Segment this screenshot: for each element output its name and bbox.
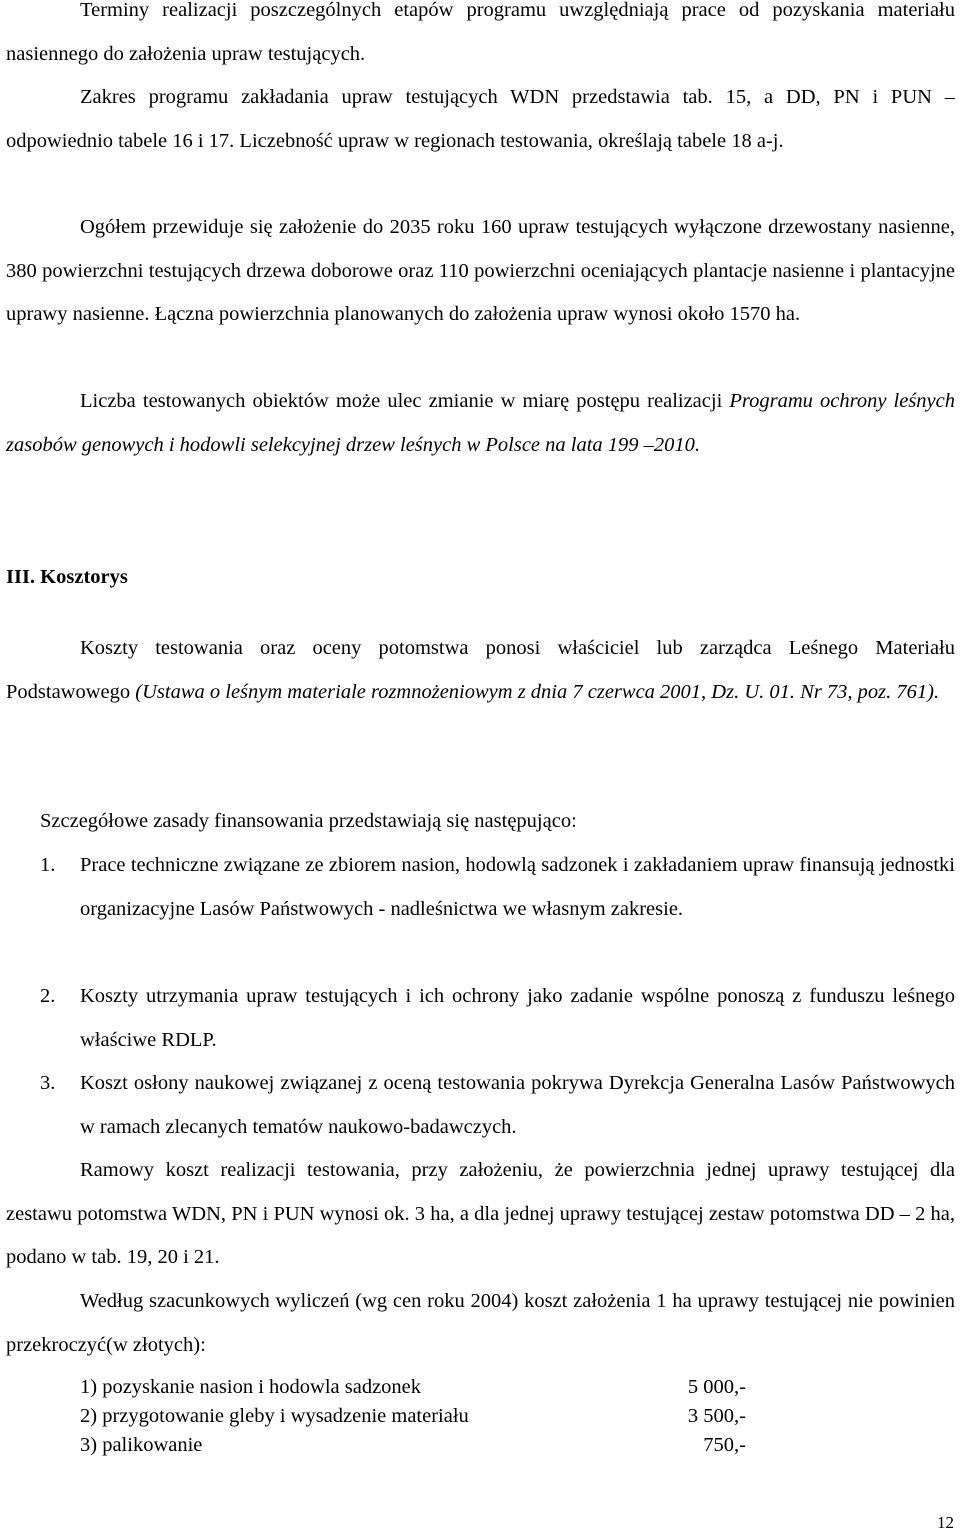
cost-row [80,1373,760,1402]
paragraph-koszty [6,627,955,714]
list-item-number: 1. [40,854,56,876]
cost-row [80,1402,760,1431]
paragraph-wedlug: Według szacunkowych wyliczeń (wg cen roku 2004) koszt założenia 1 ha uprawy testującej nie powinien przekroczyć(w złotych): [6,1290,955,1356]
list-item: Koszty utrzymania upraw testujących i ich ochrony jako zadanie wspólne ponoszą z funduszu leśnego właściwe RDLP. [80,985,955,1051]
section-heading: III. Kosztorys [6,566,128,588]
financing-intro: Szczegółowe zasady finansowania przedstawiają się następująco: [40,810,577,832]
list-item-number: 2. [40,985,56,1007]
paragraph-ramowy: Ramowy koszt realizacji testowania, przy założeniu, że powierzchnia jednej uprawy testującej dla zestawu potomstwa WDN, PN i PUN wynosi ok. 3 ha, a dla jednej uprawy testującej zestaw potomstwa DD – 2 ha, podano w tab. 19, 20 i 21. [6,1159,955,1268]
list-item: Prace techniczne związane ze zbiorem nasion, hodowlą sadzonek i zakładaniem upraw finansują jednostki organizacyjne Lasów Państwowych - nadleśnictwa we własnym zakresie. [80,854,955,920]
paragraph-koszty-text: Koszty testowania oraz oceny potomstwa ponosi właściciel lub zarządca Leśnego Materiału Podstawowego [6,637,955,703]
law-citation: (Ustawa o leśnym materiale rozmnożeniowym z dnia 7 czerwca 2001, Dz. U. 01. Nr 73, poz. 761). [135,680,940,703]
paragraph-terminy: Terminy realizacji poszczególnych etapów programu uwzględniają prace od pozyskania materiału nasiennego do założenia upraw testujących. [6,0,955,65]
cost-label: 3) palikowanie [80,1434,203,1456]
paragraph-zakres: Zakres programu zakładania upraw testujących WDN przedstawia tab. 15, a DD, PN i PUN – odpowiednio tabele 16 i 17. Liczebność upraw w regionach testowania, określają tabele 18 a-j. [6,86,955,152]
cost-value: 3 500,- [687,1405,746,1427]
paragraph-ogolem: Ogółem przewiduje się założenie do 2035 roku 160 upraw testujących wyłączone drzewostany nasienne, 380 powierzchni testujących drzewa doborowe oraz 110 powierzchni oceniających plantacje nasienne i plantacyjne uprawy nasienne. Łączna powierzchnia planowanych do założenia upraw wynosi około 1570 ha. [6,216,955,325]
cost-value: 5 000,- [687,1376,746,1398]
page-number: 12 [937,1513,954,1532]
paragraph-liczba [6,380,955,467]
cost-row [80,1431,760,1460]
paragraph-liczba-text: Liczba testowanych obiektów może ulec zmianie w miarę postępu realizacji [80,390,730,412]
cost-value: 750,- [703,1434,746,1456]
cost-label: 2) przygotowanie gleby i wysadzenie materiału [80,1405,469,1427]
cost-label: 1) pozyskanie nasion i hodowla sadzonek [80,1376,422,1398]
program-title: Programu ochrony leśnych zasobów genowych i hodowli selekcyjnej drzew leśnych w Polsce na lata 199 –2010. [6,390,955,456]
list-item: Koszt osłony naukowej związanej z oceną testowania pokrywa Dyrekcja Generalna Lasów Państwowych w ramach zlecanych tematów naukowo-badawczych. [80,1072,955,1138]
list-item-number: 3. [40,1072,56,1094]
